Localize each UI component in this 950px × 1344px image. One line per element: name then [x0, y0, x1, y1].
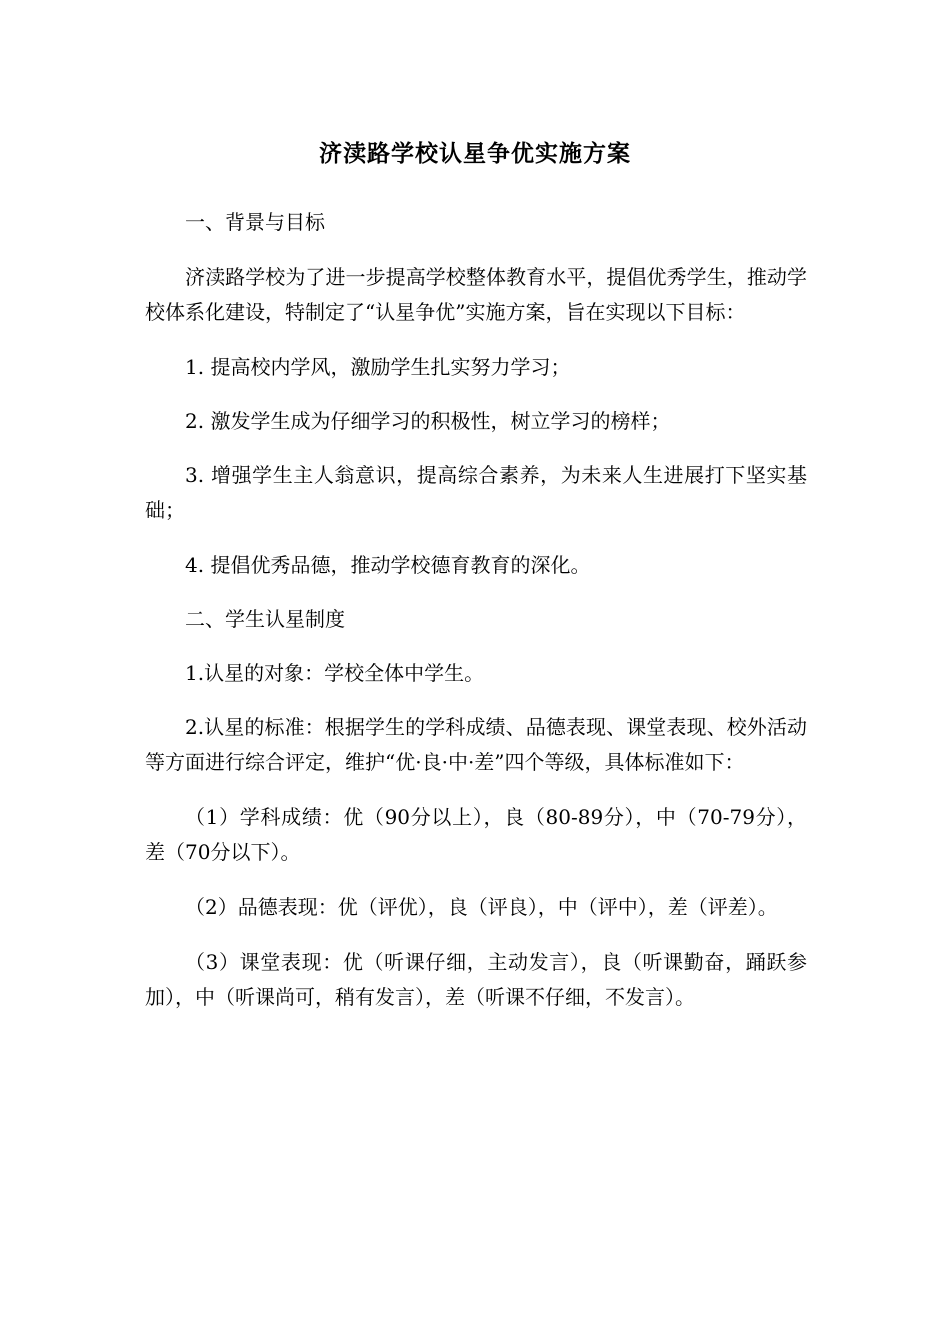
- document-body: [145, 205, 807, 1015]
- section-heading-star-system: 二、学生认星制度: [185, 607, 345, 631]
- document-title: 济渎路学校认星争优实施方案: [319, 141, 631, 167]
- goal-item-2: 2. 激发学生成为仔细学习的积极性，树立学习的榜样；: [185, 409, 671, 433]
- paragraph-intro: 济渎路学校为了进一步提高学校整体教育水平，提倡优秀学生，推动学校体系化建设，特制定了“认星争优”实施方案，旨在实现以下目标：: [145, 265, 807, 324]
- goal-item-1: 1. 提高校内学风，激励学生扎实努力学习；: [185, 355, 571, 379]
- criteria-academic: （1）学科成绩：优（90分以上），良（80-89分），中（70-79分），差（70分以下）。: [145, 805, 807, 864]
- section-heading-background: 一、背景与目标: [185, 210, 325, 234]
- criteria-classroom: （3）课堂表现：优（听课仔细，主动发言），良（听课勤奋，踊跃参加），中（听课尚可，稍有发言），差（听课不仔细，不发言）。: [145, 950, 807, 1009]
- rule-item-1: 1.认星的对象：学校全体中学生。: [185, 661, 485, 685]
- goal-item-3: 3. 增强学生主人翁意识，提高综合素养，为未来人生进展打下坚实基础；: [145, 463, 807, 522]
- criteria-conduct: （2）品德表现：优（评优），良（评良），中（评中），差（评差）。: [185, 895, 778, 919]
- rule-item-2: 2.认星的标准：根据学生的学科成绩、品德表现、课堂表现、校外活动等方面进行综合评定，维护“优·良·中·差”四个等级，具体标准如下：: [145, 715, 807, 774]
- goal-item-4: 4. 提倡优秀品德，推动学校德育教育的深化。: [185, 553, 591, 577]
